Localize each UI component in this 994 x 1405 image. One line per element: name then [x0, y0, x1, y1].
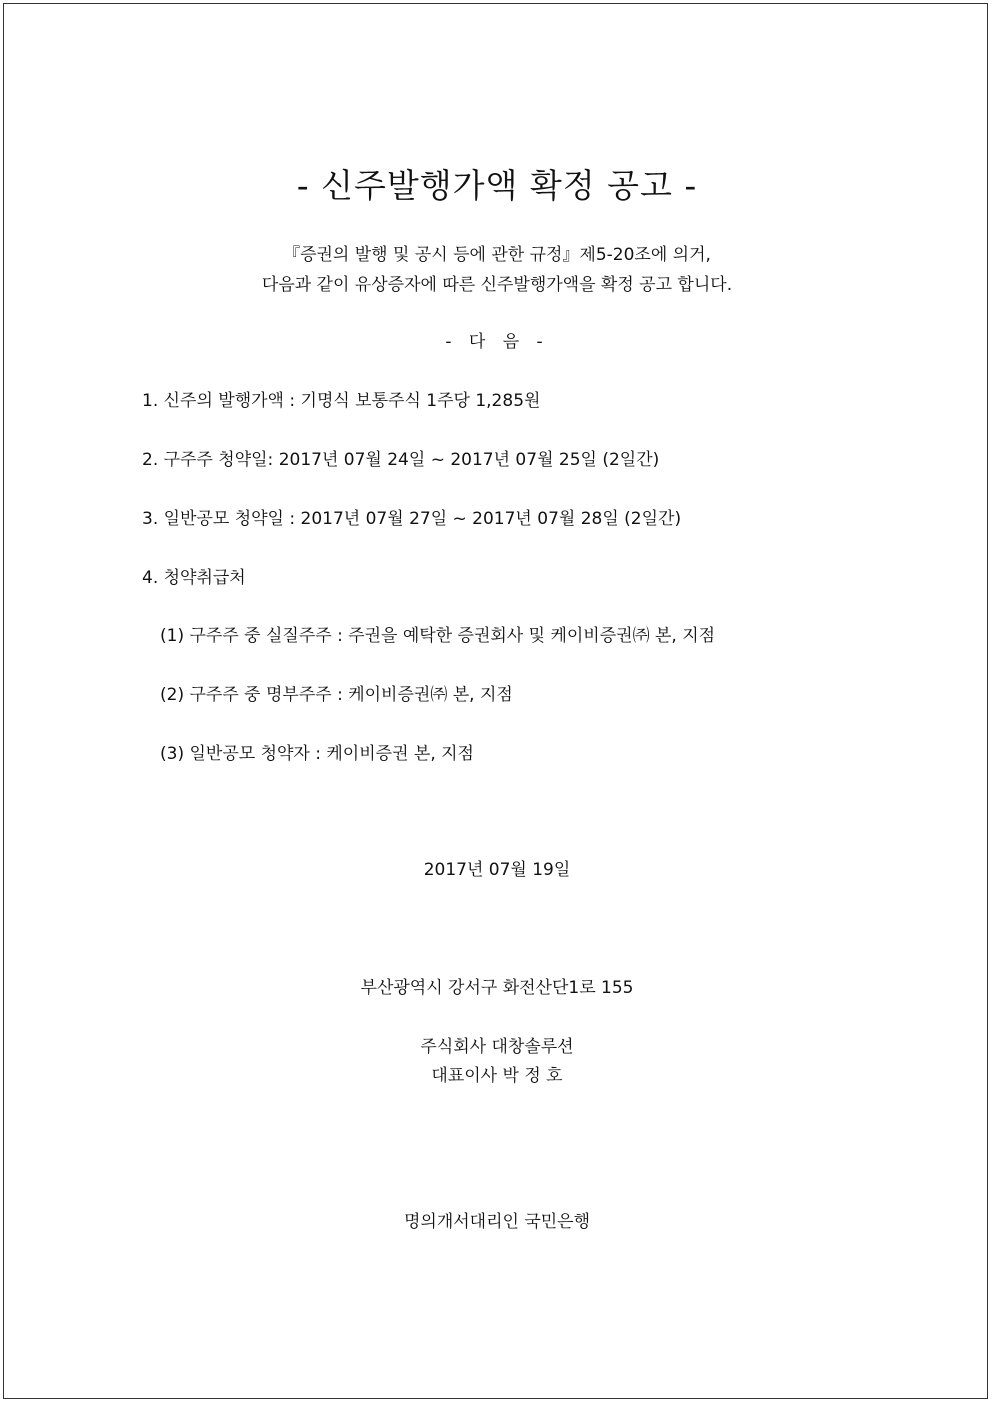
ceo-name: 대표이사 박 정 호	[431, 1066, 563, 1086]
sub-item-registered-shareholders: (2) 구주주 중 명부주주 : 케이비증권㈜ 본, 지점	[160, 685, 513, 705]
intro-line-2: 다음과 같이 유상증자에 따른 신주발행가액을 확정 공고 합니다.	[261, 275, 733, 295]
document-title: - 신주발행가액 확정 공고 -	[296, 166, 698, 205]
transfer-agent: 명의개서대리인 국민은행	[403, 1212, 591, 1232]
company-name: 주식회사 대창솔루션	[420, 1037, 574, 1057]
sub-item-beneficial-shareholders: (1) 구주주 중 실질주주 : 주권을 예탁한 증권회사 및 케이비증권㈜ 본, 지점	[160, 626, 716, 646]
list-item-subscription-office: 4. 청약취급처	[142, 568, 246, 588]
list-item-existing-shareholder-subscription: 2. 구주주 청약일: 2017년 07월 24일 ~ 2017년 07월 25일 (2일간)	[142, 450, 660, 470]
list-item-public-subscription: 3. 일반공모 청약일 : 2017년 07월 27일 ~ 2017년 07월 28일 (2일간)	[142, 509, 682, 529]
list-item-issue-price: 1. 신주의 발행가액 : 기명식 보통주식 1주당 1,285원	[142, 391, 541, 411]
notice-date: 2017년 07월 19일	[423, 860, 571, 880]
next-heading: - 다 음 -	[445, 332, 549, 352]
intro-line-1: 『증권의 발행 및 공시 등에 관한 규정』제5-20조에 의거,	[283, 245, 711, 265]
company-address: 부산광역시 강서구 화전산단1로 155	[360, 978, 634, 998]
sub-item-public-subscribers: (3) 일반공모 청약자 : 케이비증권 본, 지점	[160, 744, 474, 764]
